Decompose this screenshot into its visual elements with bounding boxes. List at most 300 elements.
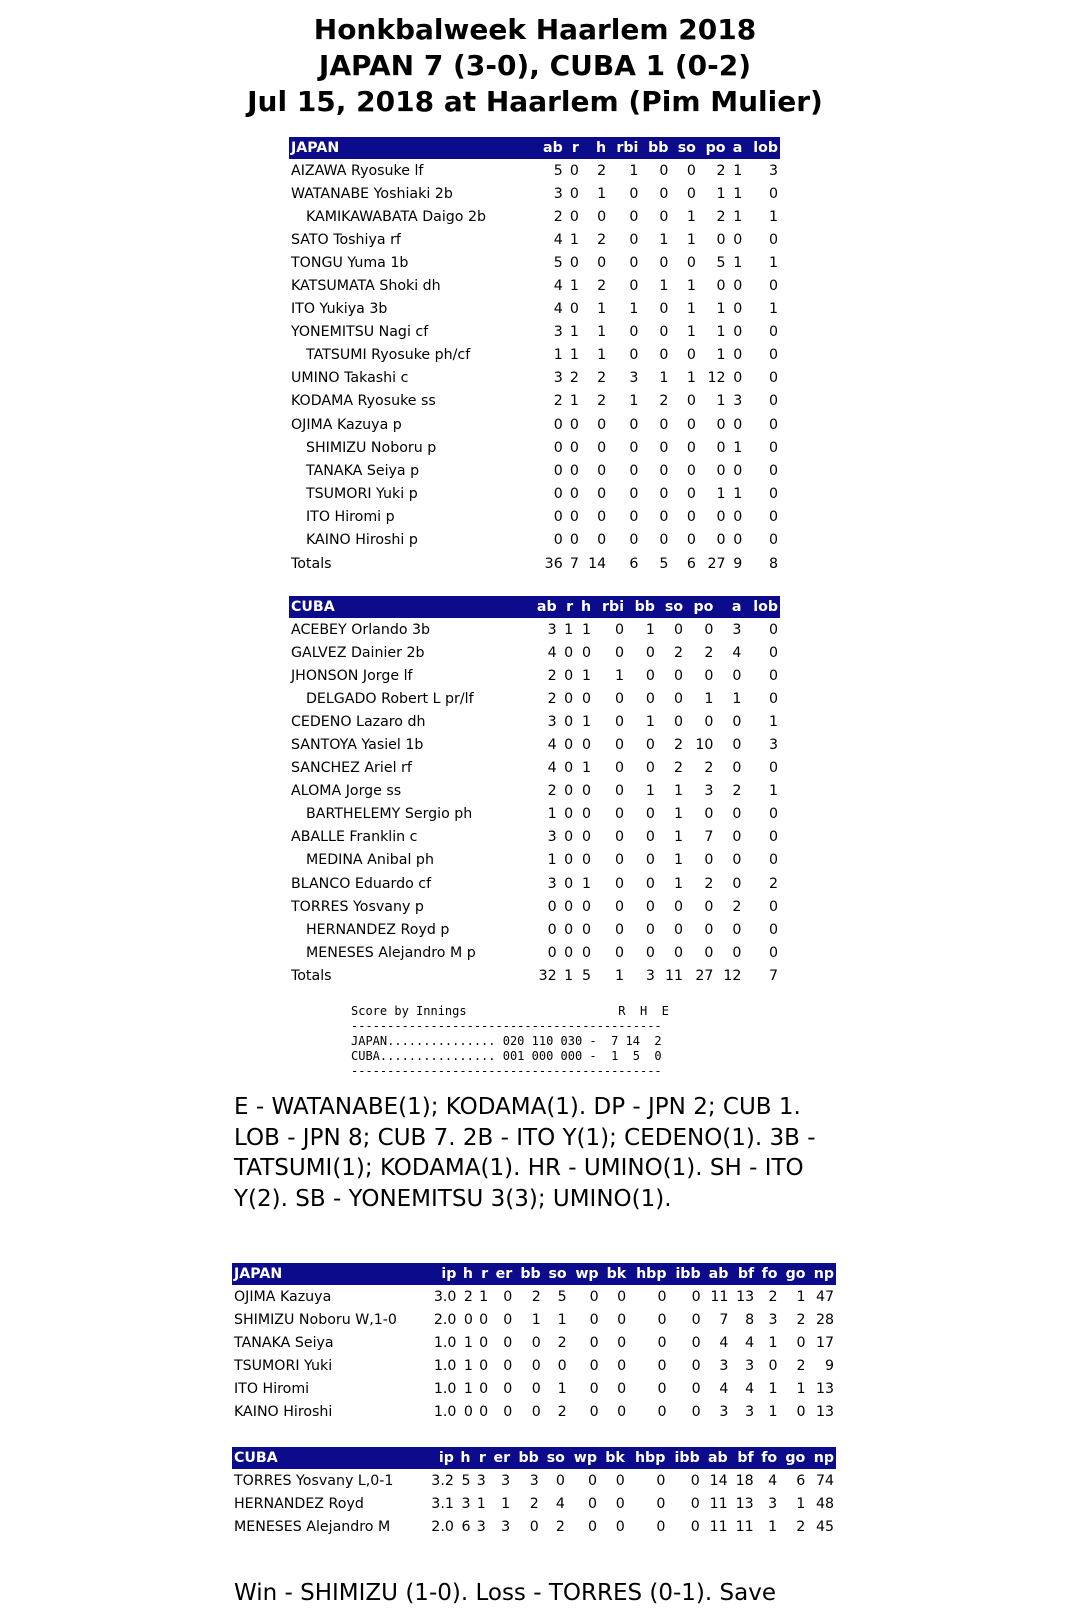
stat-r: 0	[569, 162, 579, 179]
stat-go: 0	[796, 1403, 806, 1420]
stat-rbi: 0	[615, 921, 625, 938]
stat-r: 2	[569, 370, 579, 387]
stat-ab: 3	[553, 370, 563, 387]
column-header-a: a	[728, 137, 745, 159]
player-name: KAMIKAWABATA Daigo 2b	[306, 208, 487, 225]
stat-h: 2	[597, 231, 607, 248]
stat-lob: 0	[768, 898, 778, 915]
stat-bb: 0	[659, 162, 669, 179]
stat-so: 1	[674, 783, 684, 800]
column-header-bb: bb	[512, 1447, 541, 1469]
total-bb: 5	[659, 555, 669, 572]
stat-r: 0	[479, 1357, 489, 1374]
stat-ab: 5	[553, 254, 563, 271]
stat-a: 0	[733, 324, 743, 341]
player-name: ITO Yukiya 3b	[291, 301, 388, 318]
column-header-ab: ab	[702, 1447, 730, 1469]
stat-so: 0	[686, 254, 696, 271]
total-lob: 8	[768, 555, 778, 572]
column-header-er: er	[488, 1447, 512, 1469]
column-header-h: h	[458, 1263, 475, 1285]
player-row	[289, 849, 780, 872]
stat-r: 0	[564, 829, 574, 846]
column-header-h: h	[581, 137, 608, 159]
stat-ab: 3	[553, 324, 563, 341]
stat-lob: 0	[768, 370, 778, 387]
stat-r: 0	[564, 944, 574, 961]
stat-bf: 3	[745, 1403, 755, 1420]
stat-so: 1	[686, 278, 696, 295]
stat-fo: 0	[768, 1357, 778, 1374]
player-row	[289, 228, 780, 251]
player-row	[289, 757, 780, 780]
stat-bb: 0	[659, 208, 669, 225]
stat-po: 0	[716, 462, 726, 479]
stat-lob: 0	[768, 667, 778, 684]
stat-wp: 0	[589, 1288, 599, 1305]
stat-ibb: 0	[691, 1311, 701, 1328]
stat-bb: 0	[659, 347, 669, 364]
stat-po: 0	[704, 852, 714, 869]
stat-lob: 0	[768, 829, 778, 846]
stat-h: 2	[597, 393, 607, 410]
stat-bb: 0	[645, 667, 655, 684]
stat-bb: 0	[659, 439, 669, 456]
stat-h: 1	[463, 1357, 473, 1374]
stat-ab: 1	[547, 806, 557, 823]
stat-ab: 0	[553, 485, 563, 502]
column-header-bk: bk	[599, 1447, 627, 1469]
stat-a: 0	[732, 875, 742, 892]
column-header-fo: fo	[756, 1263, 779, 1285]
stat-np: 74	[815, 1472, 834, 1489]
stat-a: 0	[733, 370, 743, 387]
stat-ibb: 0	[690, 1495, 700, 1512]
player-name: TANAKA Seiya	[234, 1334, 334, 1351]
stat-r: 3	[476, 1472, 486, 1489]
stat-hbp: 0	[656, 1518, 666, 1535]
stat-a: 1	[733, 162, 743, 179]
player-name: OJIMA Kazuya	[234, 1288, 332, 1305]
stat-hbp: 0	[657, 1380, 667, 1397]
stat-er: 0	[503, 1403, 513, 1420]
stat-ab: 0	[547, 898, 557, 915]
player-name: WATANABE Yoshiaki 2b	[291, 185, 453, 202]
stat-rbi: 0	[629, 208, 639, 225]
stat-rbi: 0	[615, 829, 625, 846]
stat-lob: 2	[768, 875, 778, 892]
stat-go: 1	[796, 1380, 806, 1397]
stat-so: 1	[557, 1311, 567, 1328]
player-row	[289, 803, 780, 826]
stat-bb: 1	[645, 713, 655, 730]
stat-bf: 11	[735, 1518, 754, 1535]
stat-a: 2	[732, 898, 742, 915]
stat-rbi: 1	[629, 393, 639, 410]
stat-h: 0	[597, 439, 607, 456]
stat-a: 0	[732, 829, 742, 846]
stat-ip: 2.0	[433, 1311, 457, 1328]
stat-bb: 1	[659, 370, 669, 387]
stat-h: 0	[582, 829, 592, 846]
stat-po: 0	[716, 532, 726, 549]
stat-po: 2	[716, 208, 726, 225]
player-name: HERNANDEZ Royd p	[306, 921, 450, 938]
stat-ip: 3.0	[433, 1288, 457, 1305]
stat-bb: 0	[645, 921, 655, 938]
stat-r: 0	[569, 485, 579, 502]
stat-bk: 0	[615, 1495, 625, 1512]
stat-po: 1	[716, 485, 726, 502]
stat-so: 0	[686, 393, 696, 410]
player-row	[289, 482, 780, 505]
stat-ab: 4	[719, 1334, 729, 1351]
stat-ab: 2	[553, 393, 563, 410]
stat-rbi: 0	[629, 485, 639, 502]
stat-ab: 1	[547, 852, 557, 869]
stat-lob: 1	[768, 254, 778, 271]
stat-rbi: 0	[615, 644, 625, 661]
stat-bb: 0	[531, 1403, 541, 1420]
stat-bb: 0	[645, 875, 655, 892]
stat-h: 1	[597, 347, 607, 364]
stat-ibb: 0	[691, 1334, 701, 1351]
stat-bk: 0	[617, 1334, 627, 1351]
stat-lob: 0	[768, 690, 778, 707]
player-name: AIZAWA Ryosuke lf	[291, 162, 424, 179]
stat-lob: 0	[768, 760, 778, 777]
stat-er: 0	[503, 1357, 513, 1374]
stat-ip: 2.0	[431, 1518, 454, 1535]
stat-r: 0	[569, 185, 579, 202]
player-name: TSUMORI Yuki p	[306, 485, 418, 502]
player-row	[289, 618, 780, 641]
totals-label: Totals	[291, 555, 332, 572]
total-bb: 3	[645, 968, 655, 985]
stat-ab: 3	[553, 185, 563, 202]
stat-r: 0	[479, 1380, 489, 1397]
stat-h: 1	[597, 324, 607, 341]
stat-bb: 0	[659, 485, 669, 502]
stat-hbp: 0	[657, 1357, 667, 1374]
stat-r: 0	[564, 760, 574, 777]
stat-po: 1	[716, 301, 726, 318]
stat-h: 0	[597, 485, 607, 502]
player-name: JHONSON Jorge lf	[291, 667, 413, 684]
stat-so: 2	[674, 737, 684, 754]
column-header-a: a	[715, 596, 743, 618]
stat-lob: 0	[768, 921, 778, 938]
stat-bk: 0	[617, 1380, 627, 1397]
player-row	[289, 205, 780, 228]
stat-po: 2	[704, 644, 714, 661]
stat-bb: 3	[529, 1472, 539, 1489]
stat-bb: 1	[531, 1311, 541, 1328]
stat-a: 0	[732, 806, 742, 823]
stat-h: 1	[582, 760, 592, 777]
stat-ab: 11	[710, 1288, 729, 1305]
stat-ab: 4	[553, 278, 563, 295]
stat-a: 0	[733, 278, 743, 295]
column-header-hbp: hbp	[627, 1447, 668, 1469]
win-loss-save-line: Win - SHIMIZU (1-0). Loss - TORRES (0-1). Save	[234, 1580, 776, 1606]
stat-po: 3	[704, 783, 714, 800]
stat-lob: 0	[768, 185, 778, 202]
player-name: KAINO Hiroshi p	[306, 532, 418, 549]
stat-ip: 3.1	[431, 1495, 454, 1512]
stat-po: 0	[716, 416, 726, 433]
stat-h: 1	[582, 713, 592, 730]
stat-ip: 1.0	[433, 1380, 457, 1397]
stat-lob: 0	[768, 416, 778, 433]
stat-bb: 1	[645, 783, 655, 800]
stat-lob: 0	[768, 852, 778, 869]
column-header-bf: bf	[730, 1263, 756, 1285]
stat-hbp: 0	[657, 1403, 667, 1420]
total-r: 7	[569, 555, 579, 572]
stat-so: 0	[686, 508, 696, 525]
score-by-innings: Score by Innings R H E ------------------------------------------- JAPAN............... 020 110 030 - 7 14 2 CUBA................ 001 000 000 - 1 5 0 -------------------------------------------	[351, 1004, 669, 1078]
stat-a: 0	[733, 462, 743, 479]
stat-bb: 0	[659, 301, 669, 318]
stat-a: 0	[733, 508, 743, 525]
game-date-venue: Jul 15, 2018 at Haarlem (Pim Mulier)	[247, 85, 823, 118]
stat-ab: 11	[709, 1495, 728, 1512]
stat-r: 0	[479, 1334, 489, 1351]
stat-so: 1	[674, 852, 684, 869]
player-row	[289, 251, 780, 274]
stat-ab: 3	[547, 829, 557, 846]
column-header-h: h	[575, 596, 593, 618]
total-rbi: 6	[629, 555, 639, 572]
stat-rbi: 0	[629, 508, 639, 525]
stat-ip: 1.0	[433, 1403, 457, 1420]
stat-ab: 4	[719, 1380, 729, 1397]
stat-go: 0	[796, 1334, 806, 1351]
team-name-header: CUBA	[232, 1447, 425, 1469]
stat-wp: 0	[588, 1472, 598, 1489]
stat-lob: 3	[768, 162, 778, 179]
column-header-wp: wp	[567, 1447, 599, 1469]
stat-rbi: 0	[629, 278, 639, 295]
stat-ab: 3	[547, 621, 557, 638]
stat-rbi: 0	[615, 760, 625, 777]
stat-r: 0	[564, 852, 574, 869]
stat-ab: 0	[553, 508, 563, 525]
player-name: TORRES Yosvany L,0-1	[234, 1472, 394, 1489]
stat-bk: 0	[617, 1357, 627, 1374]
stat-bb: 0	[645, 806, 655, 823]
column-header-ibb: ibb	[667, 1447, 701, 1469]
stat-wp: 0	[589, 1311, 599, 1328]
stat-h: 0	[597, 254, 607, 271]
stat-ibb: 0	[691, 1357, 701, 1374]
stat-rbi: 0	[615, 783, 625, 800]
player-row	[289, 664, 780, 687]
stat-r: 0	[564, 783, 574, 800]
stat-rbi: 0	[629, 347, 639, 364]
stat-so: 1	[674, 806, 684, 823]
stat-so: 1	[686, 301, 696, 318]
stat-go: 2	[796, 1518, 806, 1535]
total-rbi: 1	[615, 968, 625, 985]
column-header-np: np	[807, 1263, 836, 1285]
player-name: TANAKA Seiya p	[306, 462, 420, 479]
team-name-header: JAPAN	[289, 137, 535, 159]
stat-rbi: 0	[615, 898, 625, 915]
column-header-bk: bk	[601, 1263, 629, 1285]
total-h: 5	[582, 968, 592, 985]
player-row	[289, 529, 780, 552]
team-name-header: CUBA	[289, 596, 529, 618]
stat-ibb: 0	[690, 1472, 700, 1489]
stat-a: 3	[732, 621, 742, 638]
player-name: MEDINA Anibal ph	[306, 852, 434, 869]
column-header-ip: ip	[427, 1263, 458, 1285]
stat-lob: 0	[768, 393, 778, 410]
stat-a: 3	[733, 393, 743, 410]
player-row	[232, 1377, 836, 1400]
column-header-fo: fo	[756, 1447, 779, 1469]
stat-np: 28	[815, 1311, 834, 1328]
column-header-r: r	[472, 1447, 487, 1469]
stat-h: 2	[597, 162, 607, 179]
player-name: ITO Hiromi p	[306, 508, 395, 525]
stat-h: 0	[582, 690, 592, 707]
total-r: 1	[564, 968, 574, 985]
stat-a: 1	[733, 485, 743, 502]
stat-fo: 2	[768, 1288, 778, 1305]
stat-bb: 0	[645, 737, 655, 754]
stat-h: 0	[582, 737, 592, 754]
stat-po: 10	[695, 737, 714, 754]
stat-so: 0	[674, 690, 684, 707]
stat-ab: 2	[547, 783, 557, 800]
total-ab: 32	[538, 968, 557, 985]
stat-bb: 0	[645, 644, 655, 661]
player-name: ITO Hiromi	[234, 1380, 310, 1397]
stat-lob: 0	[768, 347, 778, 364]
stat-r: 1	[569, 278, 579, 295]
stat-po: 0	[716, 231, 726, 248]
stat-h: 0	[597, 508, 607, 525]
stat-po: 1	[716, 393, 726, 410]
stat-so: 0	[555, 1472, 565, 1489]
stat-po: 1	[704, 690, 714, 707]
stat-so: 1	[674, 829, 684, 846]
stat-bb: 0	[645, 852, 655, 869]
stat-bb: 0	[645, 760, 655, 777]
stat-so: 1	[686, 370, 696, 387]
player-row	[232, 1354, 836, 1377]
stat-rbi: 0	[615, 713, 625, 730]
column-header-rbi: rbi	[608, 137, 640, 159]
stat-er: 3	[501, 1472, 511, 1489]
final-score: JAPAN 7 (3-0), CUBA 1 (0-2)	[318, 49, 752, 82]
column-header-so: so	[657, 596, 685, 618]
stat-ab: 3	[547, 875, 557, 892]
stat-so: 0	[686, 416, 696, 433]
stat-r: 0	[564, 737, 574, 754]
stat-bb: 2	[531, 1288, 541, 1305]
stat-a: 0	[732, 667, 742, 684]
stat-rbi: 0	[615, 621, 625, 638]
stat-bb: 0	[659, 254, 669, 271]
stat-bb: 0	[659, 532, 669, 549]
stat-r: 1	[569, 393, 579, 410]
stat-lob: 0	[768, 231, 778, 248]
stat-h: 6	[461, 1518, 471, 1535]
stat-h: 0	[582, 944, 592, 961]
stat-a: 1	[732, 690, 742, 707]
stat-lob: 0	[768, 462, 778, 479]
stat-so: 2	[557, 1403, 567, 1420]
stat-a: 0	[732, 852, 742, 869]
team-name-header: JAPAN	[232, 1263, 427, 1285]
stat-go: 1	[796, 1495, 806, 1512]
column-header-so: so	[670, 137, 697, 159]
total-po: 27	[695, 968, 714, 985]
stat-ab: 0	[553, 416, 563, 433]
column-header-ab: ab	[535, 137, 564, 159]
player-name: KATSUMATA Shoki dh	[291, 278, 441, 295]
stat-bb: 0	[659, 185, 669, 202]
stat-er: 0	[503, 1334, 513, 1351]
stat-wp: 0	[588, 1495, 598, 1512]
stat-fo: 1	[768, 1403, 778, 1420]
stat-r: 0	[569, 301, 579, 318]
stat-bb: 0	[645, 829, 655, 846]
stat-po: 1	[716, 185, 726, 202]
stat-rbi: 0	[615, 944, 625, 961]
column-header-bb: bb	[640, 137, 670, 159]
stat-po: 0	[704, 713, 714, 730]
stat-a: 0	[732, 921, 742, 938]
stat-a: 1	[733, 439, 743, 456]
player-row	[289, 436, 780, 459]
stat-lob: 0	[768, 532, 778, 549]
stat-h: 0	[597, 208, 607, 225]
stat-h: 0	[582, 644, 592, 661]
stat-bb: 0	[659, 324, 669, 341]
stat-bb: 0	[645, 690, 655, 707]
stat-r: 1	[476, 1495, 486, 1512]
stat-h: 1	[582, 875, 592, 892]
player-name: UMINO Takashi c	[291, 370, 409, 387]
stat-so: 1	[686, 231, 696, 248]
player-row	[232, 1285, 836, 1308]
column-header-wp: wp	[569, 1263, 601, 1285]
player-row	[289, 780, 780, 803]
stat-er: 3	[501, 1518, 511, 1535]
stat-fo: 1	[768, 1380, 778, 1397]
stat-r: 0	[569, 508, 579, 525]
stat-so: 0	[674, 713, 684, 730]
stat-er: 0	[503, 1380, 513, 1397]
stat-a: 0	[732, 737, 742, 754]
stat-so: 0	[557, 1357, 567, 1374]
stat-np: 45	[815, 1518, 834, 1535]
player-row	[232, 1400, 836, 1423]
column-header-po: po	[698, 137, 728, 159]
stat-bk: 0	[617, 1311, 627, 1328]
stat-hbp: 0	[656, 1472, 666, 1489]
stat-rbi: 1	[629, 162, 639, 179]
column-header-r: r	[565, 137, 581, 159]
stat-h: 0	[582, 806, 592, 823]
player-row	[289, 413, 780, 436]
stat-lob: 0	[768, 944, 778, 961]
